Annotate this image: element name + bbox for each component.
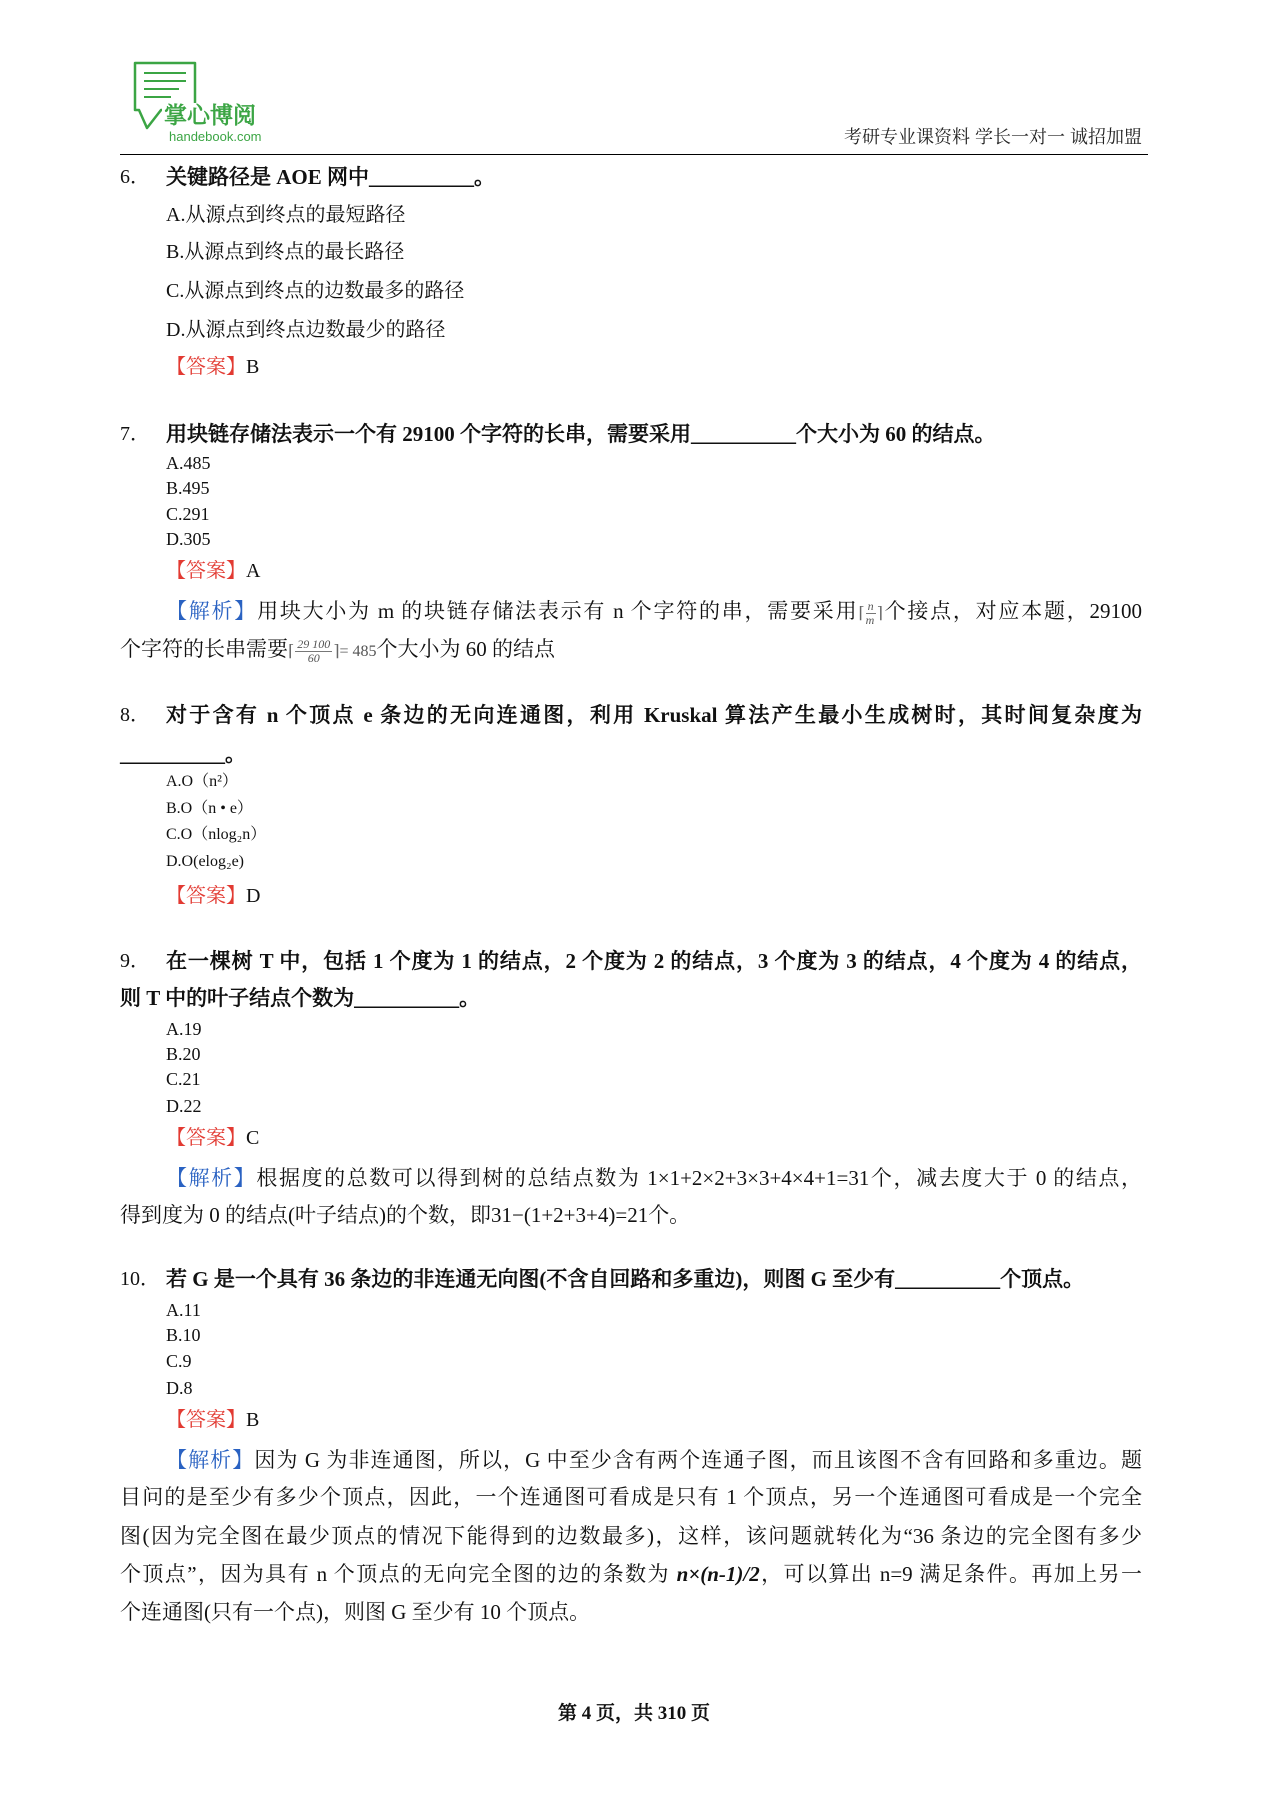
option-c: C.从源点到终点的边数最多的路径 bbox=[166, 280, 465, 302]
option-d: D.305 bbox=[166, 529, 211, 549]
page-number: 第 4 页，共 310 页 bbox=[557, 1703, 710, 1724]
ceiling-open: ⌈ bbox=[288, 643, 295, 660]
fraction-numerator: n bbox=[867, 598, 874, 613]
analysis-text: 个接点，对应本题，29100 bbox=[882, 599, 1142, 623]
question-number: 6． bbox=[120, 166, 150, 188]
analysis-line bbox=[120, 1561, 1142, 1587]
question-number: 10． bbox=[120, 1268, 160, 1290]
question-stem: 若 G 是一个具有 36 条边的非连通无向图(不含自回路和多重边)，则图 G 至少有__________个顶点。 bbox=[166, 1267, 1085, 1291]
option-a: A.从源点到终点的最短路径 bbox=[166, 204, 406, 226]
option-a: A.19 bbox=[166, 1019, 202, 1039]
option-d: D.O(elog₂e) bbox=[166, 853, 244, 870]
answer-line bbox=[166, 559, 260, 583]
answer-label: 【答案】 bbox=[166, 885, 246, 907]
analysis-label: 【解析】 bbox=[166, 1448, 255, 1472]
answer-value: A bbox=[246, 560, 261, 582]
analysis-line bbox=[166, 1447, 1142, 1473]
analysis-text: 因为 G 为非连通图，所以，G 中至少含有两个连通子图，而且该图不含有回路和多重边。题 bbox=[254, 1448, 1143, 1472]
question-stem: 对于含有 n 个顶点 e 条边的无向连通图，利用 Kruskal 算法产生最小生成树时，其时间复杂度为 bbox=[166, 703, 1142, 727]
ceiling-open: ⌈ bbox=[858, 605, 865, 622]
answer-value: B bbox=[246, 356, 260, 378]
option-c: C.O（nlog₂n） bbox=[166, 826, 267, 843]
answer-line bbox=[166, 1408, 259, 1432]
answer-line bbox=[166, 355, 259, 379]
question-stem: 在一棵树 T 中，包括 1 个度为 1 的结点，2 个度为 2 的结点，3 个度为 3 的结点，4 个度为 4 的结点， bbox=[166, 949, 1142, 973]
analysis-label: 【解析】 bbox=[166, 1166, 257, 1190]
analysis-line: 得到度为 0 的结点(叶子结点)的个数，即31−(1+2+3+4)=21个。 bbox=[120, 1203, 691, 1227]
fraction-n-over-m bbox=[866, 600, 876, 627]
answer-value: D bbox=[246, 885, 261, 907]
option-a: A.11 bbox=[166, 1300, 201, 1320]
answer-label: 【答案】 bbox=[166, 1409, 246, 1431]
option-c: C.9 bbox=[166, 1351, 192, 1371]
option-c: C.291 bbox=[166, 504, 210, 524]
option-b: B.10 bbox=[166, 1325, 201, 1345]
answer-line bbox=[166, 884, 260, 908]
answer-value: B bbox=[246, 1409, 260, 1431]
option-b: B.从源点到终点的最长路径 bbox=[166, 241, 405, 263]
logo-domain: handebook.com bbox=[169, 129, 262, 144]
question-stem-continued: 则 T 中的叶子结点个数为__________。 bbox=[120, 986, 481, 1010]
analysis-text: 个顶点”，因为具有 n 个顶点的无向完全图的边的条数为 bbox=[120, 1562, 677, 1586]
analysis-line: 图(因为完全图在最少顶点的情况下能得到的边数最多)，这样，该问题就转化为“36 条边的完全图有多少 bbox=[120, 1524, 1142, 1548]
option-d: D.8 bbox=[166, 1378, 193, 1398]
ceiling-close: ⌉ bbox=[333, 643, 340, 660]
analysis-text: 个字符的长串需要 bbox=[120, 637, 288, 661]
answer-value: C bbox=[246, 1127, 260, 1149]
analysis-label: 【解析】 bbox=[166, 599, 258, 623]
option-b: B.O（n • e） bbox=[166, 800, 253, 817]
header-divider bbox=[120, 154, 1148, 155]
option-d: D.22 bbox=[166, 1096, 202, 1116]
edge-count-formula: n×(n-1)/2 bbox=[676, 1562, 760, 1586]
fraction-denominator: m bbox=[865, 612, 875, 627]
analysis-line: 目问的是至少有多少个顶点，因此，一个连通图可看成是只有 1 个顶点，另一个连通图可看成是一个完全 bbox=[120, 1485, 1142, 1509]
analysis-text: ，可以算出 n=9 满足条件。再加上另一 bbox=[759, 1562, 1142, 1586]
ceiling-close: ⌉ bbox=[876, 605, 883, 622]
answer-label: 【答案】 bbox=[166, 356, 246, 378]
analysis-line bbox=[166, 1165, 1142, 1191]
question-stem-continued: __________。 bbox=[120, 742, 246, 766]
fraction-29100-over-60 bbox=[295, 638, 332, 665]
answer-label: 【答案】 bbox=[166, 560, 246, 582]
option-a: A.O（n²） bbox=[166, 773, 238, 790]
fraction-result: = 485 bbox=[339, 643, 377, 660]
question-stem: 关键路径是 AOE 网中__________。 bbox=[166, 165, 496, 189]
question-stem: 用块链存储法表示一个有 29100 个字符的长串，需要采用__________个大小为 60 的结点。 bbox=[166, 422, 996, 446]
logo-name: 掌心博阅 bbox=[164, 103, 256, 129]
question-number: 7． bbox=[120, 423, 150, 445]
analysis-text: 个大小为 60 的结点 bbox=[376, 637, 556, 661]
answer-line bbox=[166, 1126, 259, 1150]
fraction-numerator: 29 100 bbox=[297, 636, 331, 651]
header-tagline: 考研专业课资料 学长一对一 诚招加盟 bbox=[843, 127, 1142, 147]
option-d: D.从源点到终点边数最少的路径 bbox=[166, 319, 446, 341]
analysis-text: 用块大小为 m 的块链存储法表示有 n 个字符的串，需要采用 bbox=[257, 599, 859, 623]
answer-label: 【答案】 bbox=[166, 1127, 246, 1149]
analysis-line bbox=[166, 598, 1142, 627]
analysis-line: 个连通图(只有一个点)，则图 G 至少有 10 个顶点。 bbox=[120, 1600, 591, 1624]
option-c: C.21 bbox=[166, 1069, 201, 1089]
option-a: A.485 bbox=[166, 453, 211, 473]
question-number: 8． bbox=[120, 704, 150, 726]
analysis-line bbox=[120, 636, 555, 665]
fraction-denominator: 60 bbox=[307, 650, 320, 665]
option-b: B.495 bbox=[166, 478, 210, 498]
option-b: B.20 bbox=[166, 1044, 201, 1064]
question-number: 9． bbox=[120, 950, 150, 972]
analysis-text: 根据度的总数可以得到树的总结点数为 1×1+2×2+3×3+4×4+1=31个，减去度大于 0 的结点， bbox=[256, 1166, 1143, 1190]
